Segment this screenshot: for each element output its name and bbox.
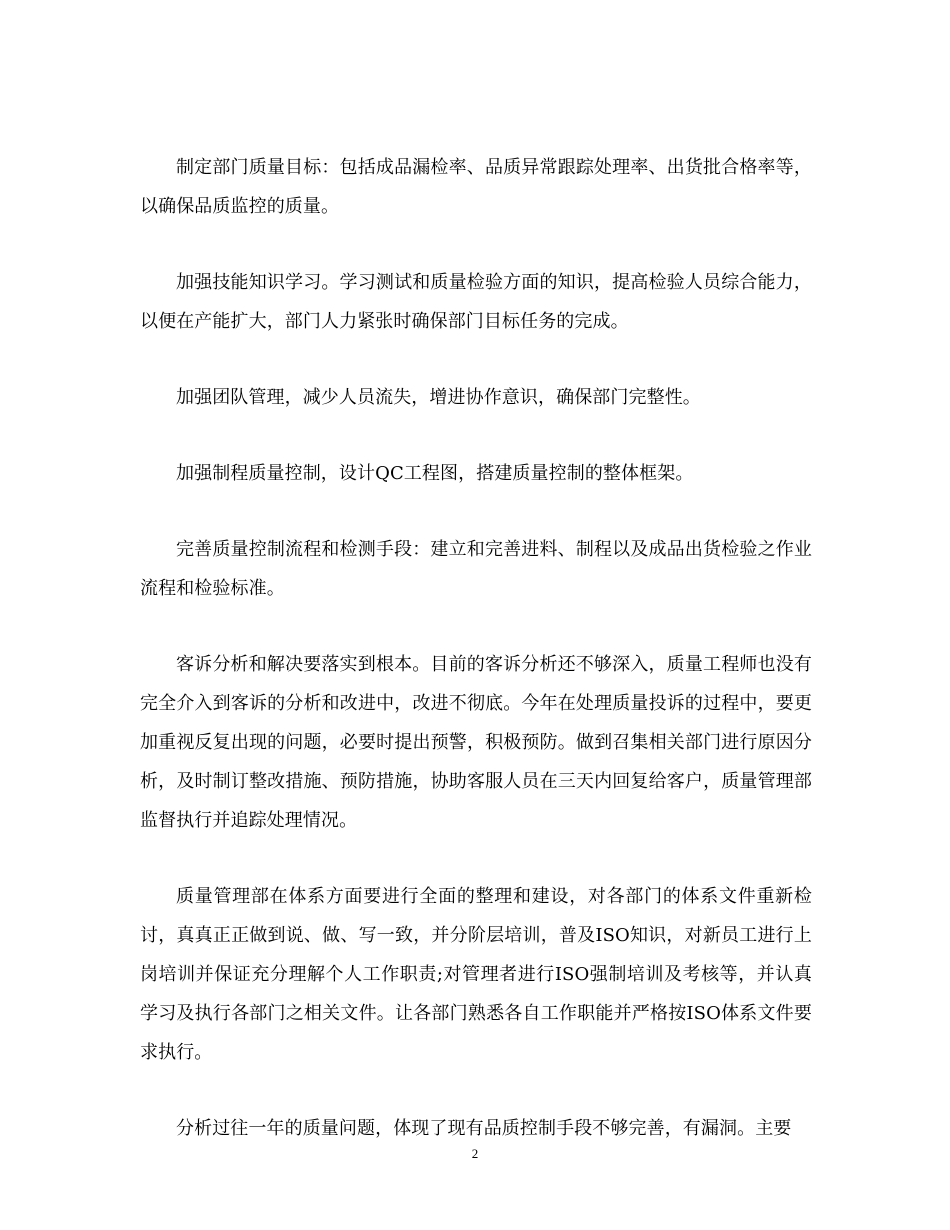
paragraph-process-control: 加强制程质量控制，设计QC工程图，搭建质量控制的整体框架。 [176, 463, 694, 484]
paragraph-skills-learning: 加强技能知识学习。学习测试和质量检验方面的知识，提高检验人员综合能力，以便在产能扩大，部门人力紧张时确保部门目标任务的完成。 [140, 272, 812, 332]
paragraph-control-flow: 完善质量控制流程和检测手段：建立和完善进料、制程以及成品出货检验之作业流程和检验标准。 [140, 539, 812, 599]
paragraph-complaint-analysis: 客诉分析和解决要落实到根本。目前的客诉分析还不够深入，质量工程师也没有完全介入到客诉的分析和改进中，改进不彻底。今年在处理质量投诉的过程中，要更加重视反复出现的问题，必要时提出预警，积极预防。做到召集相关部门进行原因分析，及时制订整改措施、预防措施，协助客服人员在三天内回复给客户，质量管理部监督执行并追踪处理情况。 [140, 654, 812, 831]
paragraph-quality-goals: 制定部门质量目标：包括成品漏检率、品质异常跟踪处理率、出货批合格率等，以确保品质监控的质量。 [140, 157, 812, 217]
paragraph-iso-system: 质量管理部在体系方面要进行全面的整理和建设，对各部门的体系文件重新检讨，真真正正做到说、做、写一致，并分阶层培训，普及ISO知识，对新员工进行上岗培训并保证充分理解个人工作职责;对管理者进行ISO强制培训及考核等，并认真学习及执行各部门之相关文件。让各部门熟悉各自工作职能并严格按ISO体系文件要求执行。 [140, 886, 812, 1063]
paragraph-past-issues: 分析过往一年的质量问题，体现了现有品质控制手段不够完善，有漏洞。主要 [176, 1118, 792, 1139]
page-number: 2 [471, 1146, 479, 1161]
document-body [140, 148, 812, 1185]
paragraph-team-management: 加强团队管理，减少人员流失，增进协作意识，确保部门完整性。 [176, 387, 701, 408]
